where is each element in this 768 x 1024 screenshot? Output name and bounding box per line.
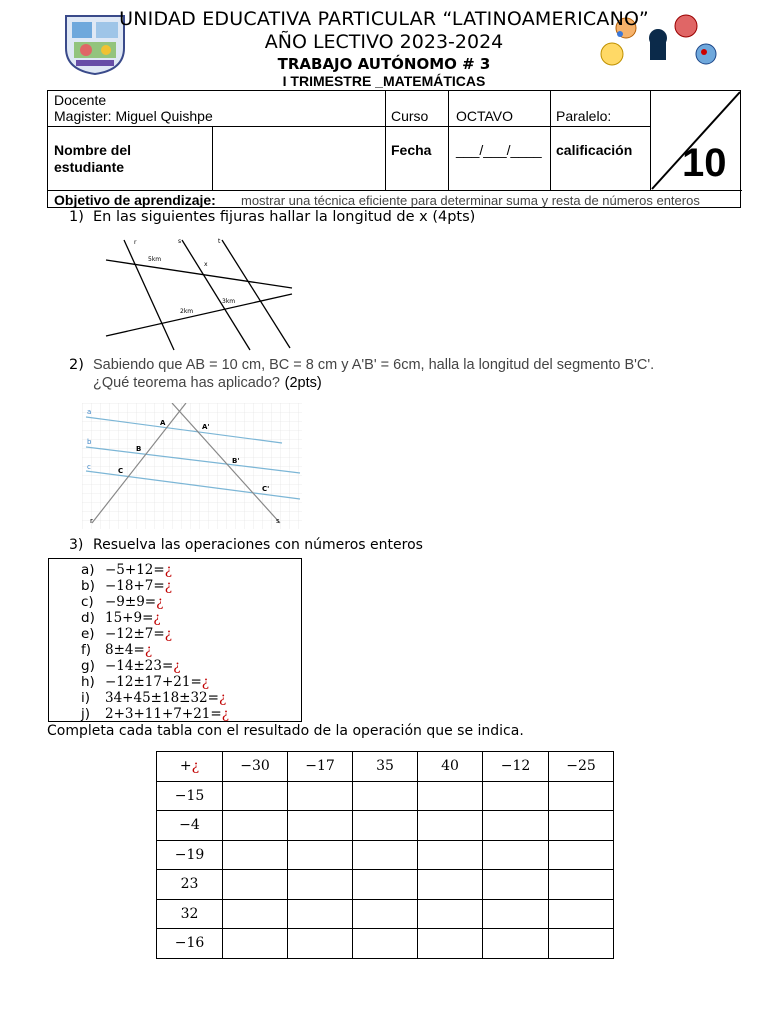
table-column-header: −25 <box>549 752 614 782</box>
q2-label-r: r <box>90 517 93 525</box>
q2-label-C-prime: C' <box>262 485 270 493</box>
q2-text: Sabiendo que AB = 10 cm, BC = 8 cm y A'B' = 6cm, halla la longitud del segmento B'C'. <box>93 357 655 373</box>
q3-text: Resuelva las operaciones con números enteros <box>93 537 423 553</box>
table-answer-cell[interactable] <box>549 870 614 900</box>
operation-item <box>81 706 229 722</box>
operation-answer-placeholder: ¿ <box>221 706 229 722</box>
q2-points: (2pts) <box>284 375 322 391</box>
table-row <box>157 811 614 841</box>
school-year: AÑO LECTIVO 2023-2024 <box>264 31 504 53</box>
q2-number: 2) <box>69 357 84 373</box>
student-info-table <box>47 90 741 208</box>
table-answer-cell[interactable] <box>418 840 483 870</box>
q1-label-s: s <box>178 238 182 245</box>
docente-label: Docente <box>54 92 107 108</box>
operation-label: c) <box>81 594 94 610</box>
table-answer-cell[interactable] <box>223 840 288 870</box>
table-answer-cell[interactable] <box>418 870 483 900</box>
operation-answer-placeholder: ¿ <box>164 626 172 642</box>
q3-number: 3) <box>69 537 84 553</box>
table-row <box>157 899 614 929</box>
q1-label-5km: 5km <box>148 256 162 263</box>
table-column-header: 35 <box>353 752 418 782</box>
q2-label-s: s <box>276 517 280 525</box>
curso-value: OCTAVO <box>456 108 514 124</box>
table-answer-cell[interactable] <box>418 929 483 959</box>
table-answer-cell[interactable] <box>549 899 614 929</box>
operation-label: h) <box>81 674 95 690</box>
operations-box <box>48 558 302 722</box>
operation-expression: −14±23=¿ <box>105 658 181 674</box>
operation-label: e) <box>81 626 95 642</box>
table-answer-cell[interactable] <box>288 870 353 900</box>
fecha-value: ___/___/____ <box>456 142 542 158</box>
table-column-header: −12 <box>483 752 549 782</box>
operation-item <box>81 642 152 658</box>
table-answer-cell[interactable] <box>353 870 418 900</box>
docente-name: Magister: Miguel Quishpe <box>54 108 213 124</box>
table-column-header: −17 <box>288 752 353 782</box>
table-answer-cell[interactable] <box>549 781 614 811</box>
table-row <box>157 840 614 870</box>
operation-item <box>81 610 161 626</box>
operation-answer-placeholder: ¿ <box>164 562 172 578</box>
table-answer-cell[interactable] <box>353 929 418 959</box>
table-answer-cell[interactable] <box>353 811 418 841</box>
operation-item <box>81 578 172 594</box>
table-row-header: −16 <box>157 929 223 959</box>
assignment-title: TRABAJO AUTÓNOMO # 3 <box>277 55 491 73</box>
table-answer-cell[interactable] <box>223 899 288 929</box>
table-answer-cell[interactable] <box>288 811 353 841</box>
operation-answer-placeholder: ¿ <box>218 690 227 706</box>
table-answer-cell[interactable] <box>288 781 353 811</box>
operation-answer-placeholder: ¿ <box>144 642 153 658</box>
operation-label: d) <box>81 610 95 626</box>
curso-label: Curso <box>391 108 429 124</box>
q2-label-A: A <box>160 419 166 427</box>
table-answer-cell[interactable] <box>483 899 549 929</box>
operation-answer-placeholder: ¿ <box>164 578 172 594</box>
addition-table <box>156 751 614 959</box>
table-answer-cell[interactable] <box>353 781 418 811</box>
q2-label-A-prime: A' <box>202 423 210 431</box>
q1-label-t: t <box>218 238 221 245</box>
table-answer-cell[interactable] <box>483 840 549 870</box>
table-answer-cell[interactable] <box>288 899 353 929</box>
operation-label: a) <box>81 562 95 578</box>
calificacion-label: calificación <box>556 142 633 158</box>
table-row <box>157 929 614 959</box>
table-answer-cell[interactable] <box>223 870 288 900</box>
fecha-label: Fecha <box>391 142 432 158</box>
q2-label-B: B <box>136 445 142 453</box>
operation-item <box>81 626 172 642</box>
q2-label-a: a <box>87 408 92 416</box>
operation-expression: 15+9=¿ <box>105 610 161 626</box>
operation-item <box>81 594 163 610</box>
table-answer-cell[interactable] <box>549 811 614 841</box>
table-answer-cell[interactable] <box>418 781 483 811</box>
operation-item <box>81 690 226 706</box>
operation-label: b) <box>81 578 95 594</box>
operation-item <box>81 658 181 674</box>
operation-answer-placeholder: ¿ <box>201 674 210 690</box>
operation-item <box>81 674 209 690</box>
table-instruction: Completa cada tabla con el resultado de la operación que se indica. <box>47 723 524 739</box>
q1-number: 1) <box>69 209 84 225</box>
table-corner-cell: +¿ <box>157 752 223 782</box>
table-row-header: 32 <box>157 899 223 929</box>
operation-expression: 2+3+11+7+21=¿ <box>105 706 229 722</box>
operation-expression: −12±17+21=¿ <box>105 674 210 690</box>
table-answer-cell[interactable] <box>418 899 483 929</box>
operation-expression: −5+12=¿ <box>105 562 172 578</box>
q2-label-c: c <box>87 463 91 471</box>
table-column-header: 40 <box>418 752 483 782</box>
table-answer-cell[interactable] <box>483 781 549 811</box>
operation-label: g) <box>81 658 95 674</box>
table-answer-cell[interactable] <box>483 811 549 841</box>
q2-figure <box>82 403 302 529</box>
table-row-header: 23 <box>157 870 223 900</box>
table-row <box>157 870 614 900</box>
q1-label-3km: 3km <box>222 298 236 305</box>
table-answer-cell[interactable] <box>223 929 288 959</box>
table-answer-cell[interactable] <box>549 929 614 959</box>
table-answer-cell[interactable] <box>223 781 288 811</box>
q2-label-b: b <box>87 438 92 446</box>
operation-expression: −12±7=¿ <box>105 626 172 642</box>
q2-label-B-prime: B' <box>232 457 240 465</box>
operation-label: i) <box>81 690 91 706</box>
table-column-header: −30 <box>223 752 288 782</box>
table-answer-cell[interactable] <box>483 929 549 959</box>
operation-expression: −18+7=¿ <box>105 578 172 594</box>
table-answer-cell[interactable] <box>223 811 288 841</box>
table-answer-cell[interactable] <box>483 870 549 900</box>
operation-label: j) <box>81 706 91 722</box>
q1-label-2km: 2km <box>180 308 194 315</box>
table-answer-cell[interactable] <box>353 840 418 870</box>
table-row-header: −15 <box>157 781 223 811</box>
table-answer-cell[interactable] <box>288 929 353 959</box>
operation-answer-placeholder: ¿ <box>156 594 164 610</box>
q2-text2: ¿Qué teorema has aplicado? <box>93 375 280 391</box>
operation-expression: 34+45±18±32=¿ <box>105 690 227 706</box>
table-row <box>157 781 614 811</box>
q1-text: En las siguientes fijuras hallar la longitud de x (4pts) <box>93 209 476 225</box>
q1-label-r: r <box>134 239 137 246</box>
q1-label-x: x <box>204 261 208 268</box>
objetivo-text: mostrar una técnica eficiente para determinar suma y resta de números enteros <box>241 193 700 208</box>
table-answer-cell[interactable] <box>418 811 483 841</box>
table-row-header: −19 <box>157 840 223 870</box>
operation-item <box>81 562 172 578</box>
paralelo-label: Paralelo: <box>556 108 612 124</box>
nombre-label: Nombre del estudiante <box>54 142 132 175</box>
school-title: UNIDAD EDUCATIVA PARTICULAR “LATINOAMERICANO” <box>119 8 649 30</box>
operation-answer-placeholder: ¿ <box>153 610 161 626</box>
term-title: I TRIMESTRE _MATEMÁTICAS <box>282 73 486 89</box>
table-answer-cell[interactable] <box>353 899 418 929</box>
table-header-row <box>157 752 614 782</box>
table-row-header: −4 <box>157 811 223 841</box>
grade-score: 10 <box>682 141 727 185</box>
q2-label-C: C <box>118 467 124 475</box>
operation-expression: 8±4=¿ <box>105 642 153 658</box>
operation-label: f) <box>81 642 92 658</box>
table-answer-cell[interactable] <box>549 840 614 870</box>
table-answer-cell[interactable] <box>288 840 353 870</box>
objetivo-label: Objetivo de aprendizaje: <box>54 192 216 208</box>
operation-expression: −9±9=¿ <box>105 594 164 610</box>
q1-figure <box>92 232 302 354</box>
operation-answer-placeholder: ¿ <box>173 658 181 674</box>
